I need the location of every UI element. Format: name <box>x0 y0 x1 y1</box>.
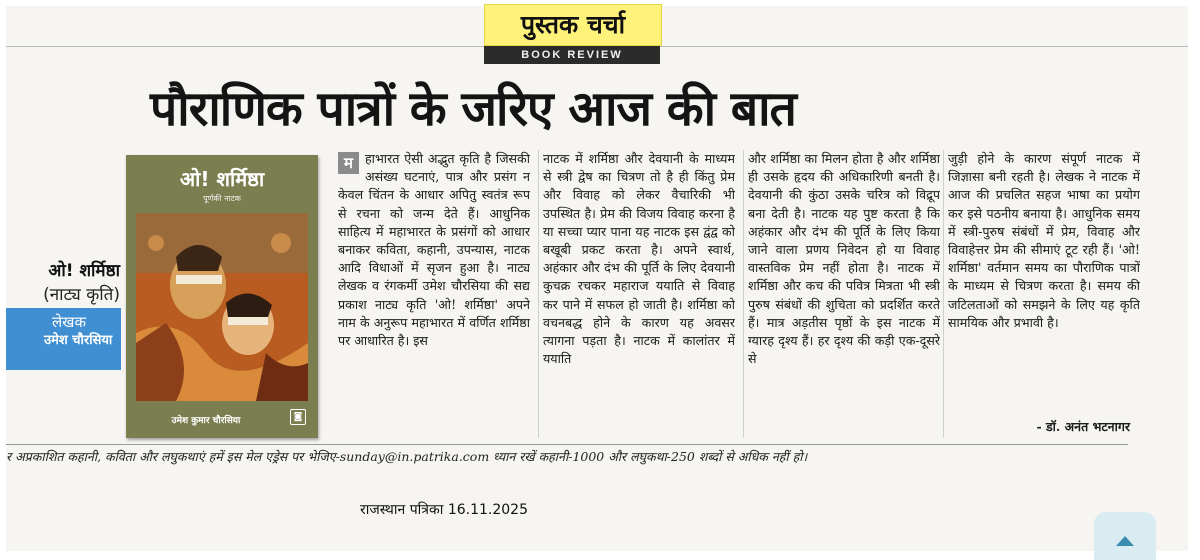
column-text: हाभारत ऐसी अद्भुत कृति है जिसकी असंख्य घटनाएं, पात्र और प्रसंग न केवल चिंतन के आधार अपितु स्वतंत्र रूप से रचना को जन्म देते हैं। आधुनिक साहित्य में महाभारत के प्रसंगों को आधार बनाकर कविता, कहानी, उपन्यास, नाटक आदि विधाओं में सृजन हुआ है। नाट्य लेखक व रंगकर्मी उमेश चौरसिया की सद्य प्रकाश नाट्य कृति 'ओ! शर्मिष्ठा' अपने नाम के अनुरूप महाभारत में वर्णित शर्मिष्ठा पर आधारित है। इस <box>338 151 530 349</box>
section-title: पुस्तक चर्चा <box>484 4 662 46</box>
column-text: और शर्मिष्ठा का मिलन होता है और शर्मिष्ठा ही उसके हृदय की अधिकारिणी बनती है। देवयानी की कुंठा उसके चरित्र को विद्रूप बना देती है। नाटक यह पुष्ट करता है कि अहंकार और दंभ की पूर्ति के लिए किया जाने वाला प्रणय निवेदन हो या विवाह वास्तविक प्रेम नहीं होता है। नाटक में शर्मिष्ठा और कच की पवित्र मित्रता भी स्त्री पुरुष संबंधों की शुचिता को प्रदर्शित करते हैं। मात्र अड़तीस पृष्ठों के इस नाटक में ग्यारह दृश्य हैं। हर दृश्य की कड़ी एक-दूसरे से <box>748 151 940 367</box>
publisher-logo-icon: ◙ <box>290 409 306 425</box>
book-genre: (नाट्य कृति) <box>43 285 120 305</box>
submission-notice: र अप्रकाशित कहानी, कविता और लघुकथाएं हमें इस मेल एड्रेस पर भेजिए-sunday@in.patrika.com ध्यान रखें कहानी-1000 और लघुकथा-250 शब्दों से अधिक नहीं हो। <box>6 449 808 464</box>
article-column-1 <box>338 150 530 442</box>
column-divider <box>743 150 744 438</box>
column-divider <box>538 150 539 438</box>
notice-rule <box>6 444 1128 445</box>
cover-author: उमेश कुमार चौरसिया <box>171 416 241 426</box>
author-name: उमेश चौरसिया <box>44 333 113 348</box>
drop-cap: म <box>338 152 359 174</box>
column-divider <box>943 150 944 438</box>
article-column-2 <box>543 150 735 442</box>
source-caption: राजस्थान पत्रिका 16.11.2025 <box>360 502 528 518</box>
article-column-4 <box>948 150 1140 418</box>
column-text: नाटक में शर्मिष्ठा और देवयानी के माध्यम से स्त्री द्वेष का चित्रण तो है ही किंतु प्रेम और विवाह को लेकर वैचारिकी भी उपस्थित है। प्रेम की विजय विवाह करना है या सच्चा प्यार पाना यह नाटक इस द्वंद्व को बखूबी प्रकट करता है। अपने स्वार्थ, अहंकार और दंभ की पूर्ति के लिए देवयानी कुचक्र रचकर महाराज ययाति से विवाह कर पाने में सफल हो जाती है। शर्मिष्ठा को वचनबद्ध होने के कारण यह अवसर त्यागना पड़ता है। नाटक में कालांतर में ययाति <box>543 151 735 367</box>
headline: पौराणिक पात्रों के जरिए आज की बात <box>150 81 796 137</box>
section-label-english: BOOK REVIEW <box>484 46 660 64</box>
column-text: जुड़ी होने के कारण संपूर्ण नाटक में जिज्ञासा बनी रहती है। लेखक ने नाटक में आज की प्रचलित सहज भाषा का प्रयोग कर इसे पठनीय बनाया है। आधुनिक समय में स्त्री-पुरुष संबंधों में प्रेम, विवाह और विवाहेत्तर प्रेम की सीमाएं टूट रही हैं। 'ओ! शर्मिष्ठा' वर्तमान समय का पौराणिक पात्रों के माध्यम से चित्रण करता है। समय की जटिलताओं को समझने के लिए यह कृति सामयिक और प्रभावी है। <box>948 151 1140 330</box>
byline: - डॉ. अनंत भटनागर <box>1036 419 1130 434</box>
scroll-up-icon <box>1116 536 1134 546</box>
cover-subtitle: पूर्णकी नाटक <box>203 194 241 203</box>
scroll-up-button[interactable] <box>1094 512 1156 560</box>
cover-title: ओ! शर्मिष्ठा <box>179 167 265 191</box>
article-column-3 <box>748 150 940 442</box>
cover-artwork <box>136 213 308 401</box>
author-label: लेखक <box>52 313 86 331</box>
book-cover <box>126 155 318 438</box>
book-title-side: ओ! शर्मिष्ठा <box>48 261 120 281</box>
author-box <box>6 308 121 370</box>
